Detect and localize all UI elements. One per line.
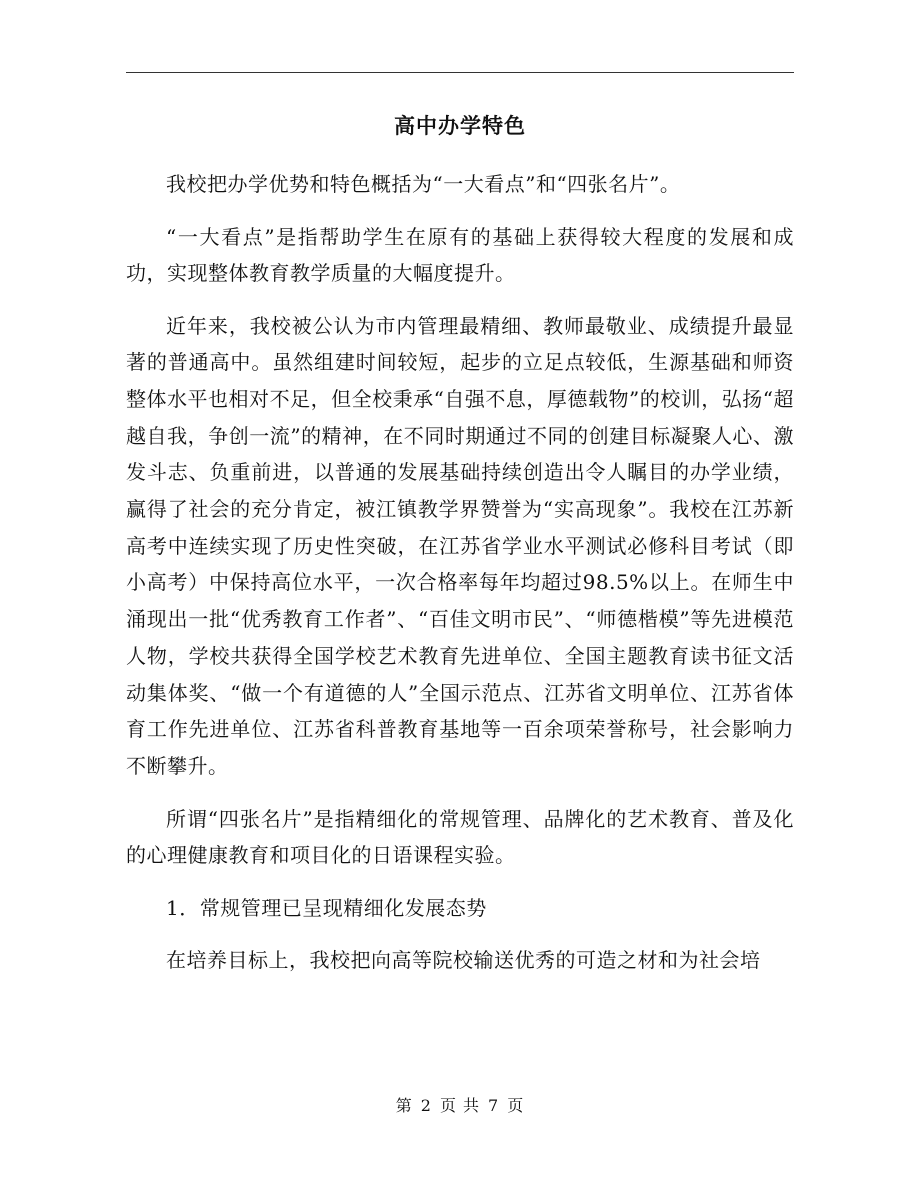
header-divider bbox=[126, 72, 794, 73]
footer-current-page: 2 bbox=[420, 1096, 432, 1115]
footer-total-pages: 7 bbox=[488, 1096, 500, 1115]
footer-prefix: 第 bbox=[395, 1096, 413, 1115]
paragraph-four-cards: 所谓“四张名片”是指精细化的常规管理、品牌化的艺术教育、普及化的心理健康教育和项目化的日语课程实验。 bbox=[126, 806, 794, 868]
paragraph-achievements: 近年来，我校被公认为市内管理最精细、教师最敬业、成绩提升最显著的普通高中。虽然组建时间较短，起步的立足点较低，生源基础和师资整体水平也相对不足，但全校秉承“自强不息，厚德载物”的校训，弘扬“超越自我，争创一流”的精神，在不同时期通过不同的创建目标凝聚人心、激发斗志、负重前进，以普通的发展基础持续创造出令人瞩目的办学业绩，赢得了社会的充分肯定，被江镇教学界赞誉为“实高现象”。我校在江苏新高考中连续实现了历史性突破，在江苏省学业水平测试必修科目考试（即小高考）中保持高位水平，一次合格率每年均超过98.5%以上。在师生中涌现出一批“优秀教育工作者”、“百佳文明市民”、“师德楷模”等先进模范人物，学校共获得全国学校艺术教育先进单位、全国主题教育读书征文活动集体奖、“做一个有道德的人”全国示范点、江苏省文明单位、江苏省体育工作先进单位、江苏省科普教育基地等一百余项荣誉称号，社会影响力不断攀升。 bbox=[126, 313, 794, 778]
footer-middle: 页 共 bbox=[439, 1096, 481, 1115]
footer-suffix: 页 bbox=[507, 1096, 525, 1115]
paragraph-intro: 我校把办学优势和特色概括为“一大看点”和“四张名片”。 bbox=[166, 172, 681, 196]
paragraph-highlight: “一大看点”是指帮助学生在原有的基础上获得较大程度的发展和成功，实现整体教育教学质量的大幅度提升。 bbox=[126, 224, 794, 285]
page-footer bbox=[0, 1094, 920, 1118]
document-body bbox=[126, 166, 794, 995]
paragraph-training-goal: 在培养目标上，我校把向高等院校输送优秀的可造之材和为社会培 bbox=[166, 948, 761, 973]
document-title: 高中办学特色 bbox=[394, 113, 526, 138]
section-heading: 1．常规管理已呈现精细化发展态势 bbox=[166, 895, 487, 920]
